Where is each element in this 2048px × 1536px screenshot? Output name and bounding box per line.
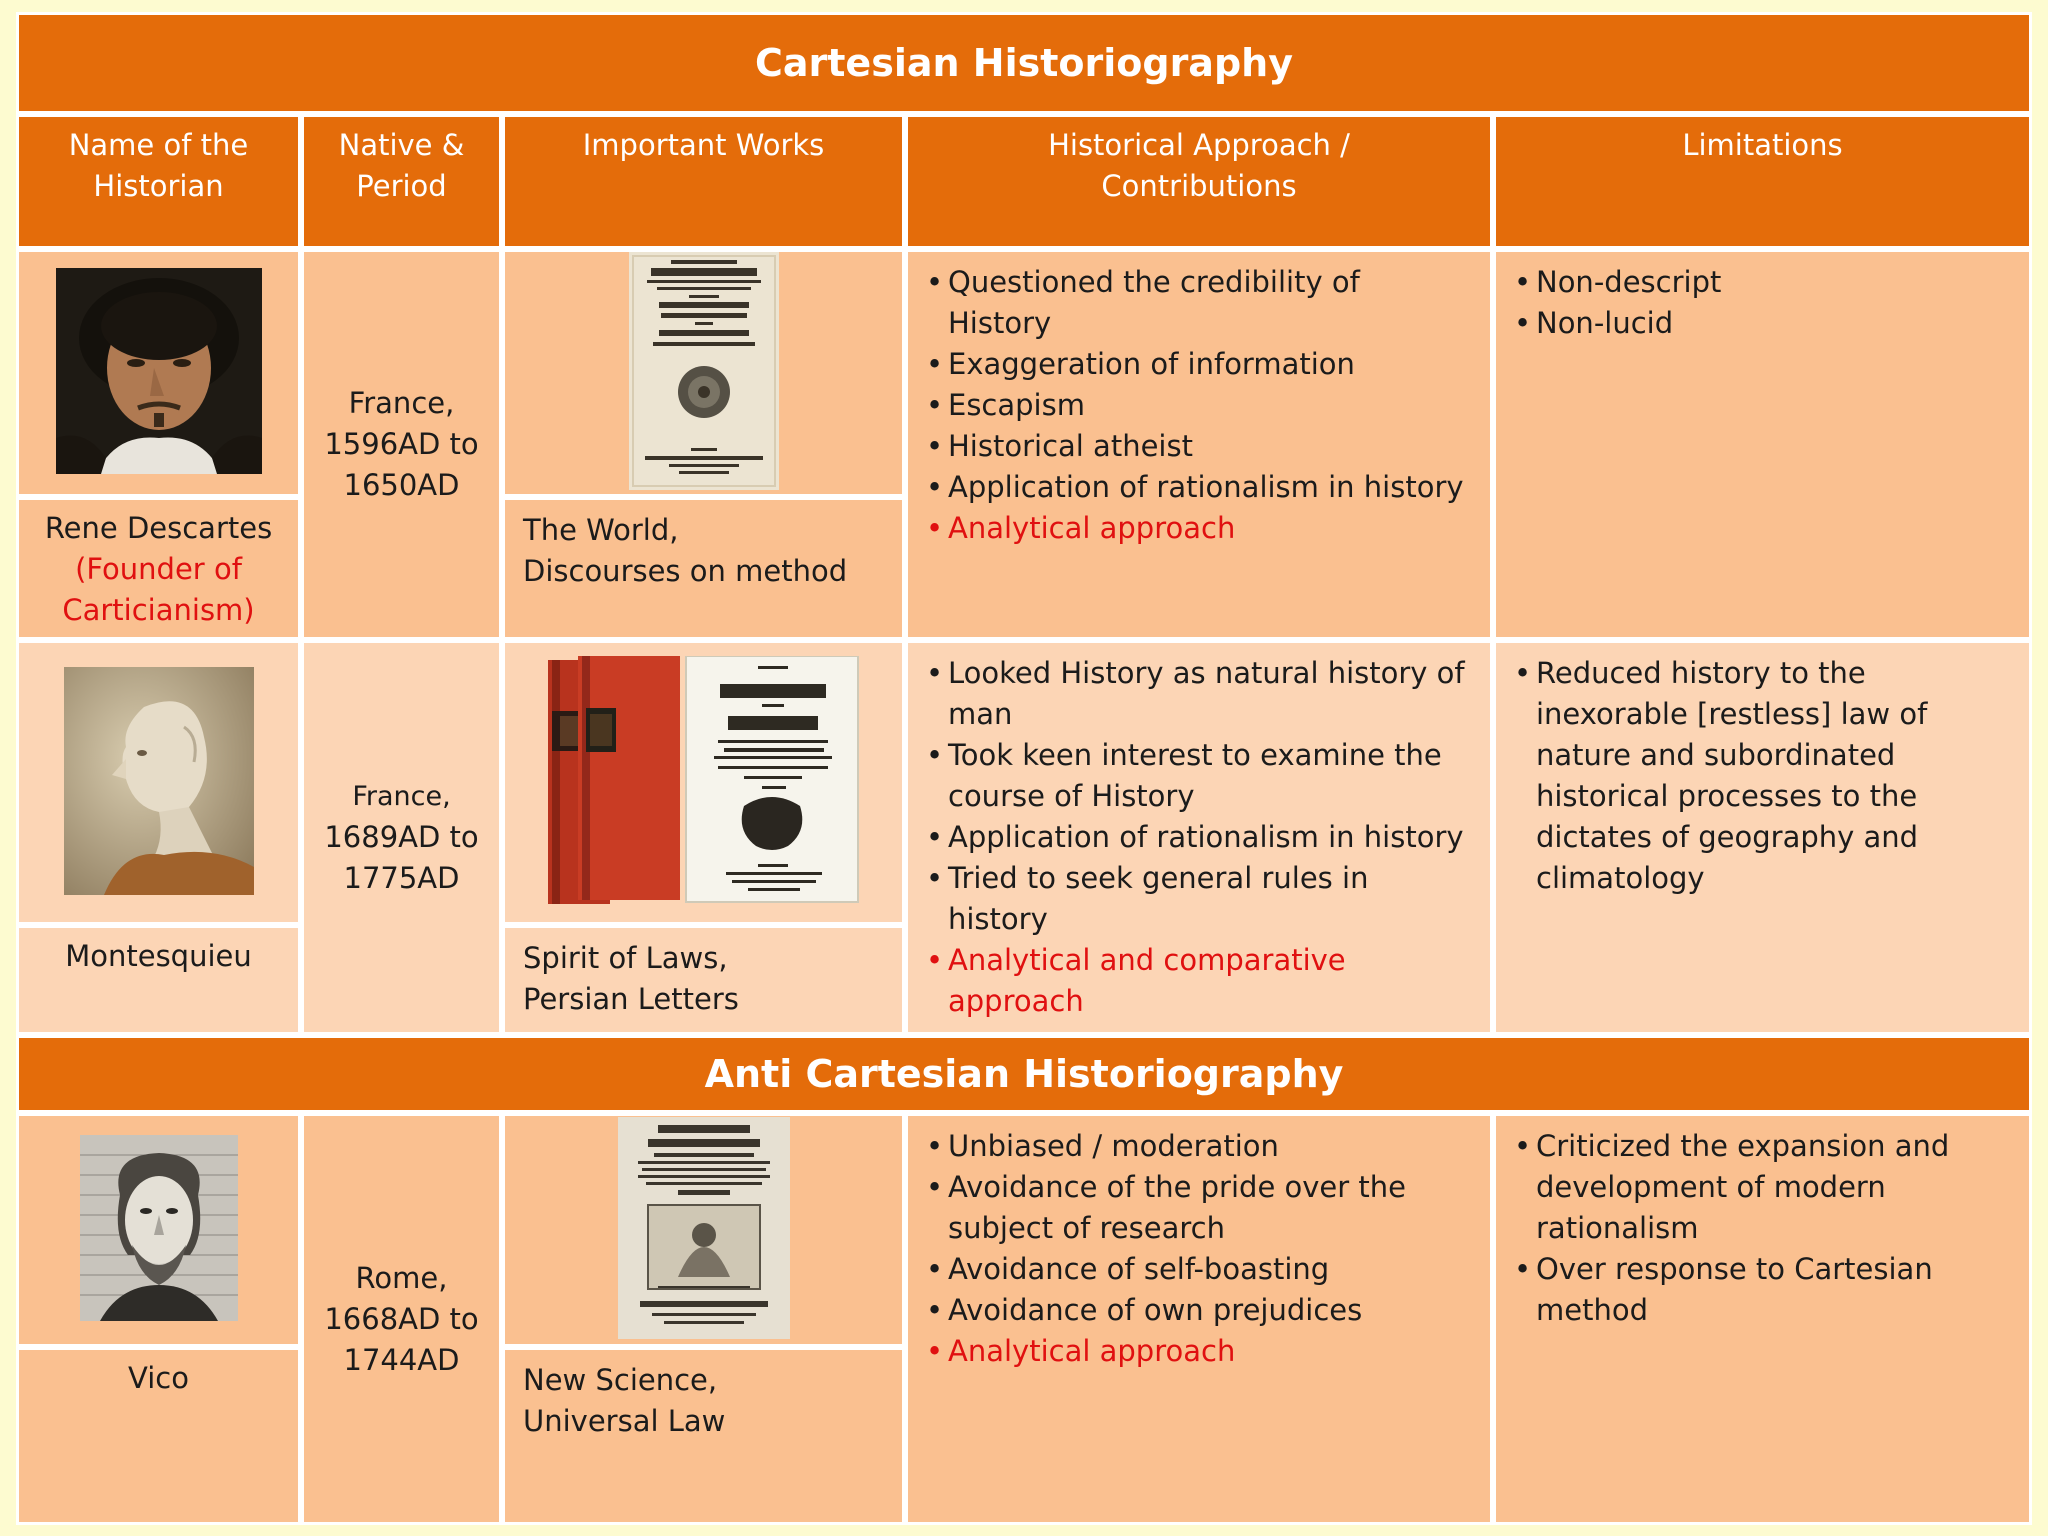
approach-montesquieu xyxy=(905,640,1493,1035)
historian-name-note: (Founder of Carticianism) xyxy=(62,552,255,627)
descartes-portrait xyxy=(56,268,262,474)
portrait-cell-descartes xyxy=(16,249,301,497)
native-line: 1668AD to xyxy=(324,1301,479,1336)
spirit-of-laws-book-cover xyxy=(548,656,860,906)
approach-item: • Questioned the credibility of History xyxy=(926,262,1472,344)
historian-name: Montesquieu xyxy=(65,939,252,974)
approach-item: • Application of rationalism in history xyxy=(926,467,1472,508)
header-limitations: Limitations xyxy=(1493,114,2032,249)
header-works: Important Works xyxy=(502,114,905,249)
cover-cell-vico xyxy=(502,1113,905,1347)
approach-item: • Escapism xyxy=(926,385,1472,426)
approach-item-highlight: • Analytical approach xyxy=(926,508,1472,549)
approach-list xyxy=(926,262,1472,549)
limitation-item: • Non-descript xyxy=(1514,262,2011,303)
works-vico xyxy=(502,1347,905,1525)
header-native xyxy=(301,114,502,249)
limitation-item: • Non-lucid xyxy=(1514,303,2011,344)
native-line: Rome, xyxy=(355,1260,448,1295)
work-title: Persian Letters xyxy=(523,982,739,1017)
historian-name-montesquieu xyxy=(16,925,301,1035)
header-approach xyxy=(905,114,1493,249)
work-title: Discourses on method xyxy=(523,554,848,588)
historian-name: Rene Descartes xyxy=(44,511,273,545)
approach-item: • Avoidance of own prejudices xyxy=(926,1290,1472,1331)
header-approach-text: Historical Approach / Contributions xyxy=(1048,128,1350,203)
limitations-list xyxy=(1514,1126,2011,1331)
native-line: 1689AD to xyxy=(324,820,479,854)
native-line: 1596AD to xyxy=(324,427,479,461)
historiography-table xyxy=(16,12,2032,1525)
approach-item: • Exaggeration of information xyxy=(926,344,1472,385)
montesquieu-portrait xyxy=(64,667,254,895)
limitation-item: • Criticized the expansion and development of modern rationalism xyxy=(1514,1126,2011,1249)
native-line: France, xyxy=(348,386,455,420)
new-science-book-cover xyxy=(618,1117,790,1339)
header-name-text: Name of the Historian xyxy=(68,128,249,203)
limitation-item: • Reduced history to the inexorable [restless] law of nature and subordinated historical processes to the dictates of geography and climatology xyxy=(1514,653,2011,899)
approach-item-highlight: • Analytical approach xyxy=(926,1331,1472,1372)
works-montesquieu xyxy=(502,925,905,1035)
limitations-list xyxy=(1514,262,2011,344)
historian-name-vico xyxy=(16,1347,301,1525)
limitations-montesquieu xyxy=(1493,640,2032,1035)
native-line: 1650AD xyxy=(343,468,460,502)
cover-cell-descartes xyxy=(502,249,905,497)
native-line: 1744AD xyxy=(343,1342,460,1377)
portrait-cell-montesquieu xyxy=(16,640,301,925)
approach-item: • Looked History as natural history of man xyxy=(926,653,1472,735)
approach-list xyxy=(926,653,1472,1022)
works-descartes xyxy=(502,497,905,640)
header-name xyxy=(16,114,301,249)
approach-item: • Historical atheist xyxy=(926,426,1472,467)
approach-item: • Avoidance of self-boasting xyxy=(926,1249,1472,1290)
work-title: Spirit of Laws, xyxy=(523,941,728,976)
approach-list xyxy=(926,1126,1472,1372)
work-title: New Science, xyxy=(523,1363,718,1397)
native-line: France, xyxy=(352,781,451,812)
portrait-cell-vico xyxy=(16,1113,301,1347)
historian-name-descartes xyxy=(16,497,301,640)
native-vico xyxy=(301,1113,502,1525)
native-line: 1775AD xyxy=(343,861,460,895)
approach-vico xyxy=(905,1113,1493,1525)
approach-item: • Application of rationalism in history xyxy=(926,817,1472,858)
approach-item: • Avoidance of the pride over the subject of research xyxy=(926,1167,1472,1249)
cover-cell-montesquieu xyxy=(502,640,905,925)
approach-item: • Tried to seek general rules in history xyxy=(926,858,1472,940)
section-title-anti-cartesian: Anti Cartesian Historiography xyxy=(16,1035,2032,1113)
vico-portrait xyxy=(80,1135,238,1321)
header-native-text: Native & Period xyxy=(338,128,465,203)
work-title: The World, xyxy=(523,513,679,547)
limitations-descartes xyxy=(1493,249,2032,640)
approach-item: • Unbiased / moderation xyxy=(926,1126,1472,1167)
native-montesquieu xyxy=(301,640,502,1035)
work-title: Universal Law xyxy=(523,1404,726,1438)
approach-item-highlight: • Analytical and comparative approach xyxy=(926,940,1472,1022)
approach-item: • Took keen interest to examine the course of History xyxy=(926,735,1472,817)
limitation-item: • Over response to Cartesian method xyxy=(1514,1249,2011,1331)
approach-descartes xyxy=(905,249,1493,640)
limitations-list xyxy=(1514,653,2011,899)
native-descartes xyxy=(301,249,502,640)
limitations-vico xyxy=(1493,1113,2032,1525)
historian-name: Vico xyxy=(128,1361,189,1395)
table-title: Cartesian Historiography xyxy=(16,12,2032,114)
discourse-book-cover xyxy=(629,252,779,490)
